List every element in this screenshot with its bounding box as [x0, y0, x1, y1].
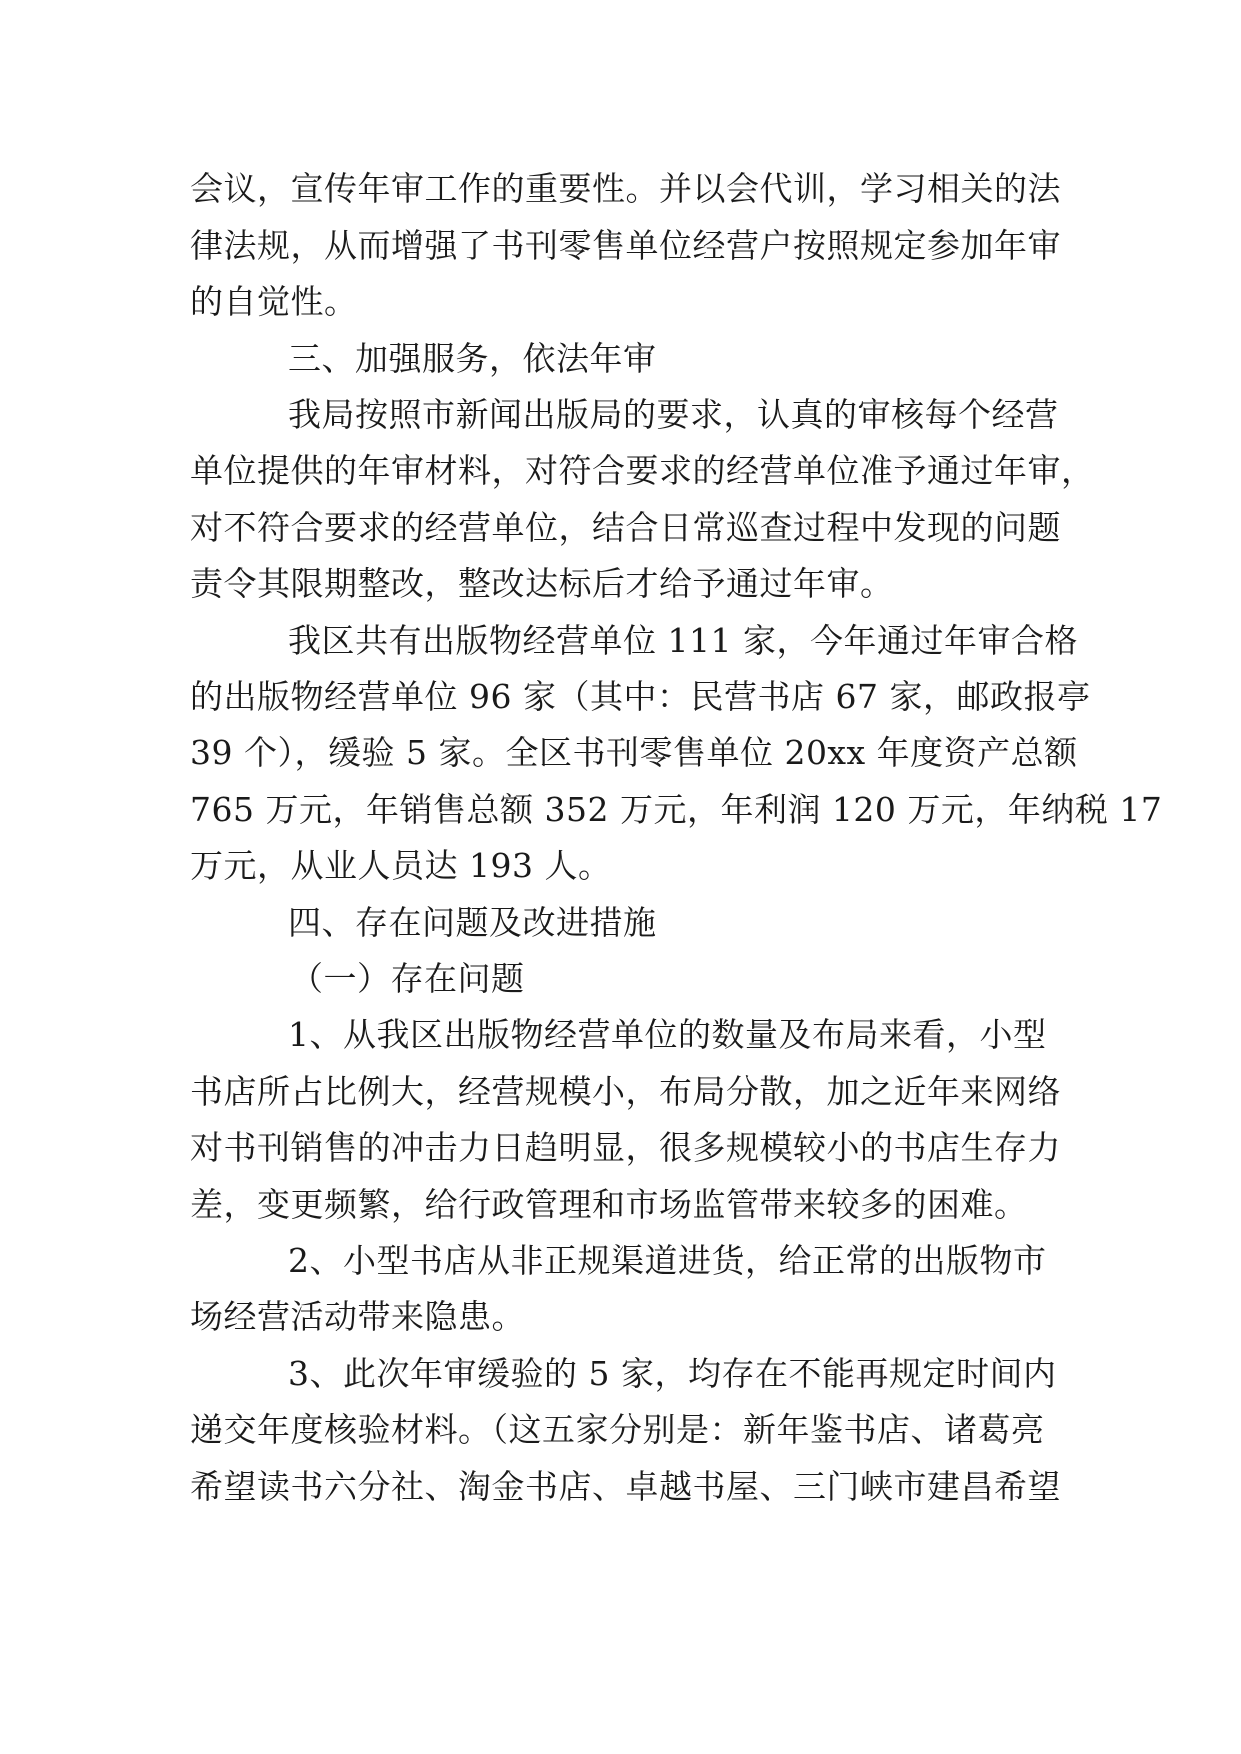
- paragraph-line: 1、从我区出版物经营单位的数量及布局来看，小型: [288, 1015, 1047, 1054]
- paragraph-line: 责令其限期整改，整改达标后才给予通过年审。: [190, 564, 894, 603]
- paragraph-line: 的出版物经营单位 96 家（其中：民营书店 67 家，邮政报亭: [190, 677, 1091, 716]
- paragraph-line: 765 万元，年销售总额 352 万元，年利润 120 万元，年纳税 17: [190, 790, 1163, 829]
- paragraph-line: 律法规，从而增强了书刊零售单位经营户按照规定参加年审: [190, 226, 1061, 265]
- paragraph-line: 3、此次年审缓验的 5 家，均存在不能再规定时间内: [288, 1354, 1057, 1393]
- paragraph-line: 2、小型书店从非正规渠道进货，给正常的出版物市: [288, 1241, 1047, 1280]
- paragraph-line: 会议，宣传年审工作的重要性。并以会代训，学习相关的法: [190, 169, 1061, 208]
- subsection-heading: （一）存在问题: [290, 959, 525, 998]
- paragraph-line: 万元，从业人员达 193 人。: [190, 846, 612, 885]
- section-heading: 三、加强服务，依法年审: [288, 339, 657, 378]
- section-heading: 四、存在问题及改进措施: [288, 903, 657, 942]
- paragraph-line: 的自觉性。: [190, 282, 358, 321]
- paragraph-line: 差，变更频繁，给行政管理和市场监管带来较多的困难。: [190, 1185, 1028, 1224]
- paragraph-line: 场经营活动带来隐患。: [190, 1297, 525, 1336]
- paragraph-line: 书店所占比例大，经营规模小，布局分散，加之近年来网络: [190, 1072, 1061, 1111]
- paragraph-line: 我局按照市新闻出版局的要求，认真的审核每个经营: [288, 395, 1059, 434]
- paragraph-line: 希望读书六分社、淘金书店、卓越书屋、三门峡市建昌希望: [190, 1467, 1061, 1506]
- paragraph-line: 单位提供的年审材料，对符合要求的经营单位准予通过年审，: [190, 451, 1095, 490]
- paragraph-line: 对不符合要求的经营单位，结合日常巡查过程中发现的问题: [190, 508, 1061, 547]
- paragraph-line: 我区共有出版物经营单位 111 家，今年通过年审合格: [288, 621, 1078, 660]
- paragraph-line: 39 个），缓验 5 家。全区书刊零售单位 20xx 年度资产总额: [190, 733, 1078, 772]
- paragraph-line: 递交年度核验材料。（这五家分别是：新年鉴书店、诸葛亮: [190, 1410, 1045, 1449]
- paragraph-line: 对书刊销售的冲击力日趋明显，很多规模较小的书店生存力: [190, 1128, 1061, 1167]
